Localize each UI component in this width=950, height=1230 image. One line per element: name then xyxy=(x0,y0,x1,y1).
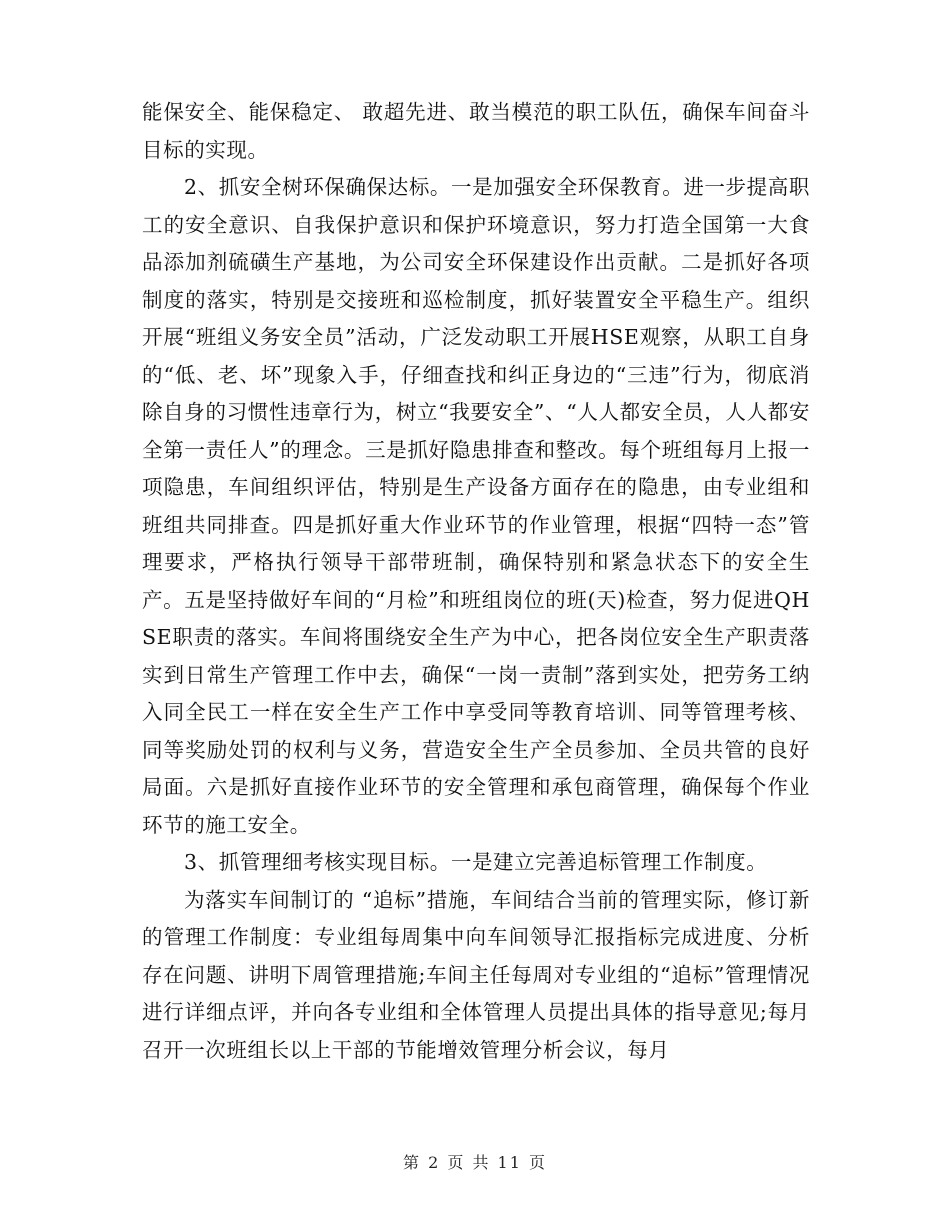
paragraph-1: 能保安全、能保稳定、 敢超先进、敢当模范的职工队伍，确保车间奋斗目标的实现。 xyxy=(142,100,810,162)
document-body xyxy=(142,94,810,1069)
page-number-footer: 第 2 页 共 11 页 xyxy=(403,1153,547,1172)
paragraph-3: 3、抓管理细考核实现目标。一是建立完善追标管理工作制度。 xyxy=(184,850,768,874)
paragraph-2: 2、抓安全树环保确保达标。一是加强安全环保教育。进一步提高职工的安全意识、自我保护意识和保护环境意识，努力打造全国第一大食品添加剂硫磺生产基地，为公司安全环保建设作出贡献。二是抓好各项制度的落实，特别是交接班和巡检制度，抓好装置安全平稳生产。组织开展“班组义务安全员”活动，广泛发动职工开展HSE观察，从职工自身的“低、老、坏”现象入手，仔细查找和纠正身边的“三违”行为，彻底消除自身的习惯性违章行为，树立“我要安全”、“人人都安全员，人人都安全第一责任人”的理念。三是抓好隐患排查和整改。每个班组每月上报一项隐患，车间组织评估，特别是生产设备方面存在的隐患，由专业组和班组共同排查。四是抓好重大作业环节的作业管理，根据“四特一态”管理要求，严格执行领导干部带班制，确保特别和紧急状态下的安全生产。五是坚持做好车间的“月检”和班组岗位的班(天)检查，努力促进QHSE职责的落实。车间将围绕安全生产为中心，把各岗位安全生产职责落实到日常生产管理工作中去，确保“一岗一责制”落到实处，把劳务工纳入同全民工一样在安全生产工作中享受同等教育培训、同等管理考核、同等奖励处罚的权利与义务，营造安全生产全员参加、全员共管的良好局面。六是抓好直接作业环节的安全管理和承包商管理，确保每个作业环节的施工安全。 xyxy=(142,175,810,837)
paragraph-4: 为落实车间制订的 “追标”措施，车间结合当前的管理实际，修订新的管理工作制度：专业组每周集中向车间领导汇报指标完成进度、分析存在问题、讲明下周管理措施;车间主任每周对专业组的“追标”管理情况进行详细点评，并向各专业组和全体管理人员提出具体的指导意见;每月召开一次班组长以上干部的节能增效管理分析会议，每月 xyxy=(142,887,810,1062)
